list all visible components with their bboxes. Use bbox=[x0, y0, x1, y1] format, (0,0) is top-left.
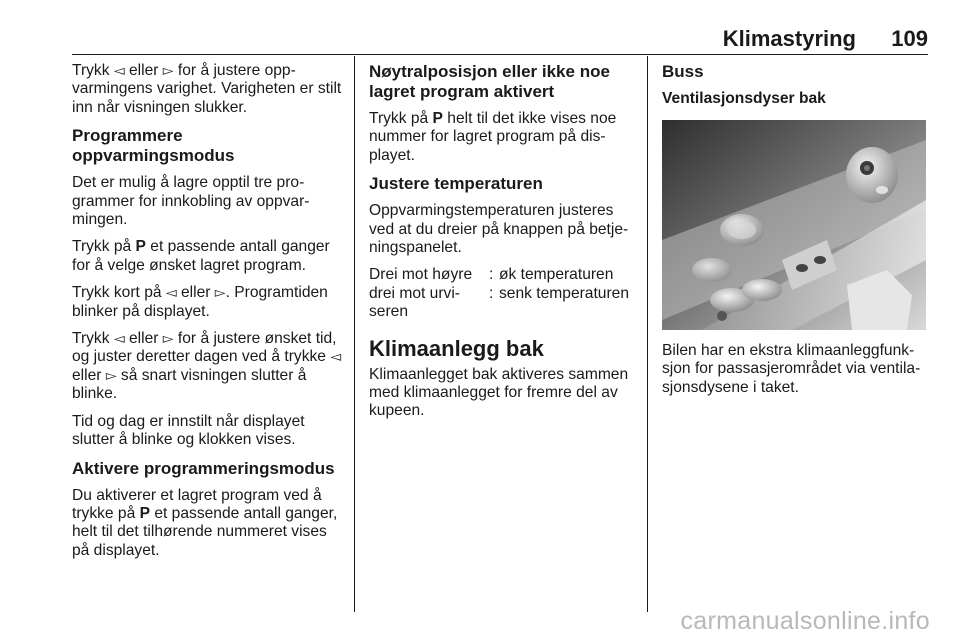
header-divider bbox=[72, 54, 928, 55]
paragraph: Klimaanlegget bak aktiveres sammen med klimaanlegget for fremre del av kupeen. bbox=[369, 365, 629, 420]
paragraph: Trykk på P et passende antall ganger for å velge ønsket lagret program. bbox=[72, 238, 330, 274]
column-divider bbox=[354, 56, 355, 612]
table-cell-result: senk temperaturen bbox=[499, 284, 630, 302]
table-cell-result: øk temperaturen bbox=[499, 266, 614, 284]
left-arrow-icon: ◅ bbox=[330, 349, 342, 366]
left-arrow-icon: ◅ bbox=[165, 285, 177, 302]
page-number: 109 bbox=[891, 26, 928, 51]
right-arrow-icon: ▻ bbox=[162, 63, 174, 79]
left-arrow-icon: ◅ bbox=[113, 63, 125, 79]
section-title: Klimastyring bbox=[722, 26, 856, 51]
right-arrow-icon: ▻ bbox=[214, 285, 226, 302]
paragraph: Trykk ◅ eller ▻ for å justere oppvarmingens varighet. Varigheten er stilt inn når visningen slukker. bbox=[72, 62, 342, 116]
paragraph: Trykk kort på ◅ eller ▻. Programtiden blinker på displayet. bbox=[72, 284, 328, 320]
column-divider bbox=[647, 56, 648, 612]
column-3 bbox=[662, 62, 928, 406]
watermark: carmanualsonline.info bbox=[680, 607, 930, 635]
table-row bbox=[369, 266, 637, 284]
heading-noytral: Nøytralposisjon eller ikke noe lagret program aktivert bbox=[369, 62, 610, 101]
paragraph: Tid og dag er innstilt når displayet slutter å blinke og klokken vises. bbox=[72, 412, 305, 449]
right-arrow-icon: ▻ bbox=[105, 367, 117, 384]
paragraph: Trykk på P helt til det ikke vises noe nummer for lagret program på displayet. bbox=[369, 110, 617, 164]
left-arrow-icon: ◅ bbox=[113, 331, 125, 348]
paragraph: Bilen har en ekstra klimaanleggfunksjon for passasjerområdet via ventilasjonsdysene i taket. bbox=[662, 342, 921, 396]
temperature-table bbox=[369, 266, 637, 321]
p-key-label: P bbox=[432, 110, 443, 127]
column-2 bbox=[369, 62, 637, 430]
table-row bbox=[369, 285, 637, 322]
table-cell-sep: : bbox=[489, 284, 494, 302]
heading-klimaanlegg-bak: Klimaanlegg bak bbox=[369, 335, 544, 361]
page-header bbox=[72, 26, 928, 52]
ceiling-vents-photo bbox=[662, 120, 926, 330]
right-arrow-icon: ▻ bbox=[162, 331, 174, 348]
heading-buss: Buss bbox=[662, 62, 704, 81]
heading-programmere: Programmere oppvarmingsmodus bbox=[72, 126, 235, 166]
paragraph: Oppvarmingstemperaturen justeres ved at du dreier på knappen på betjeningspanelet. bbox=[369, 202, 629, 257]
p-key-label: P bbox=[135, 238, 146, 256]
p-key-label: P bbox=[139, 504, 151, 522]
table-cell-action: Drei mot høyre bbox=[369, 266, 473, 284]
table-cell-action: drei mot urviseren bbox=[369, 284, 460, 321]
paragraph: Trykk ◅ eller ▻ for å justere ønsket tid, og juster deretter dagen ved å trykke ◅ eller ▻ så snart visningen slutter å blinke. bbox=[72, 330, 342, 403]
column-1 bbox=[72, 62, 342, 569]
heading-justere: Justere temperaturen bbox=[369, 174, 543, 194]
paragraph: Det er mulig å lagre opptil tre programmer for innkobling av oppvarmingen. bbox=[72, 174, 310, 229]
heading-ventilasjonsdyser: Ventilasjonsdyser bak bbox=[662, 90, 826, 107]
heading-aktivere: Aktivere programmeringsmodus bbox=[72, 458, 335, 478]
table-cell-sep: : bbox=[489, 266, 494, 284]
paragraph: Du aktiverer et lagret program ved å trykke på P et passende antall ganger, helt til det tilhørende nummeret vises på displayet. bbox=[72, 486, 338, 559]
